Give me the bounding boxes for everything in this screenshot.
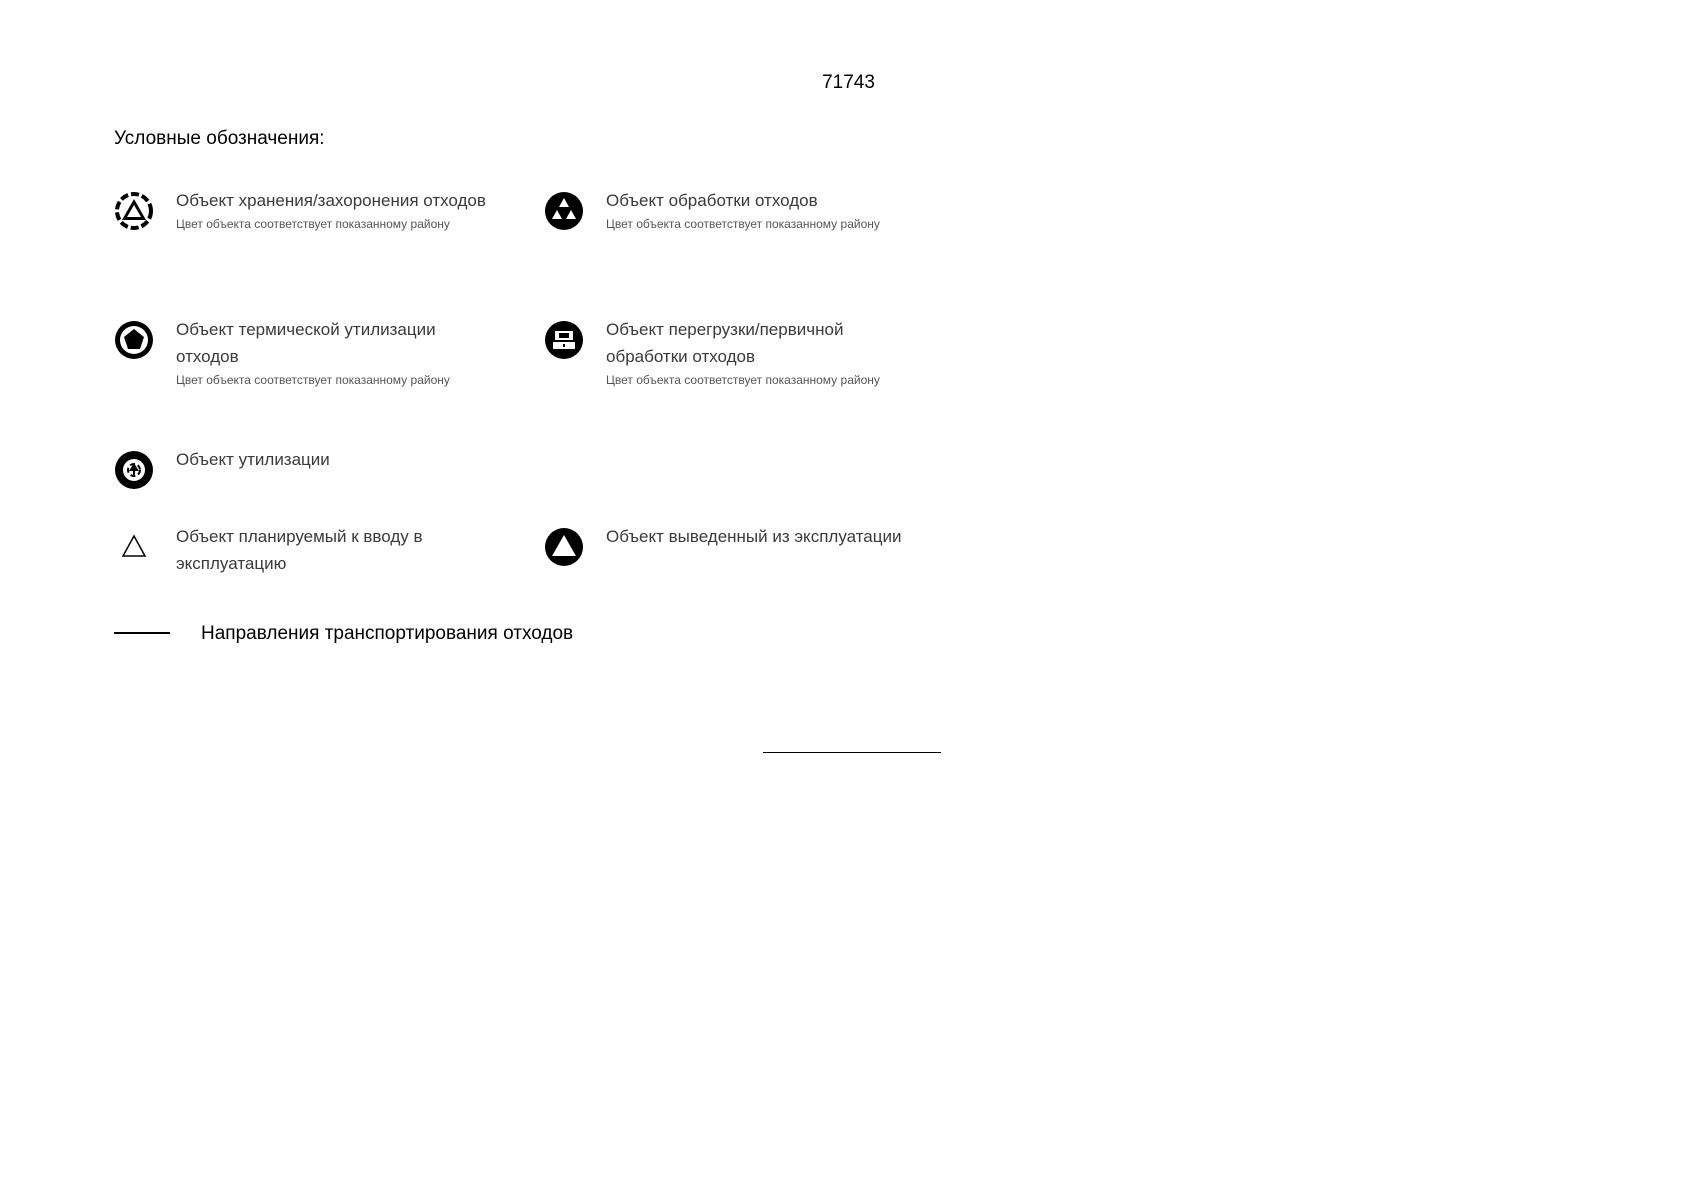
legend-item-note: Цвет объекта соответствует показанному району <box>606 373 880 387</box>
legend-item-label: Объект термической утилизации отходов <box>176 320 436 366</box>
legend-item-label: Объект планируемый к вводу в эксплуатацию <box>176 527 423 573</box>
legend-item-label: Объект выведенный из эксплуатации <box>606 527 902 546</box>
legend-item-label: Объект утилизации <box>176 450 330 469</box>
legend-item-note: Цвет объекта соответствует показанному району <box>176 217 450 231</box>
legend-item-note: Цвет объекта соответствует показанному району <box>606 217 880 231</box>
legend-item-label: Объект хранения/захоронения отходов <box>176 191 486 210</box>
storage-triangle-icon <box>114 191 154 231</box>
route-line-sample <box>114 632 170 634</box>
thermal-pentagon-icon <box>114 320 154 360</box>
legend-item-label: Объект обработки отходов <box>606 191 818 210</box>
recycling-icon <box>114 450 154 490</box>
legend-item-label: Объект перегрузки/первичной обработки отходов <box>606 320 844 366</box>
page-number: 71743 <box>822 72 875 93</box>
signature-line <box>763 752 941 753</box>
planned-triangle-icon <box>114 527 154 567</box>
processing-triangles-icon <box>544 191 584 231</box>
transfer-station-icon <box>544 320 584 360</box>
route-label: Направления транспортирования отходов <box>201 623 574 644</box>
decommissioned-triangle-icon <box>544 527 584 567</box>
legend-item-note: Цвет объекта соответствует показанному району <box>176 373 450 387</box>
legend-title: Условные обозначения: <box>114 128 325 149</box>
